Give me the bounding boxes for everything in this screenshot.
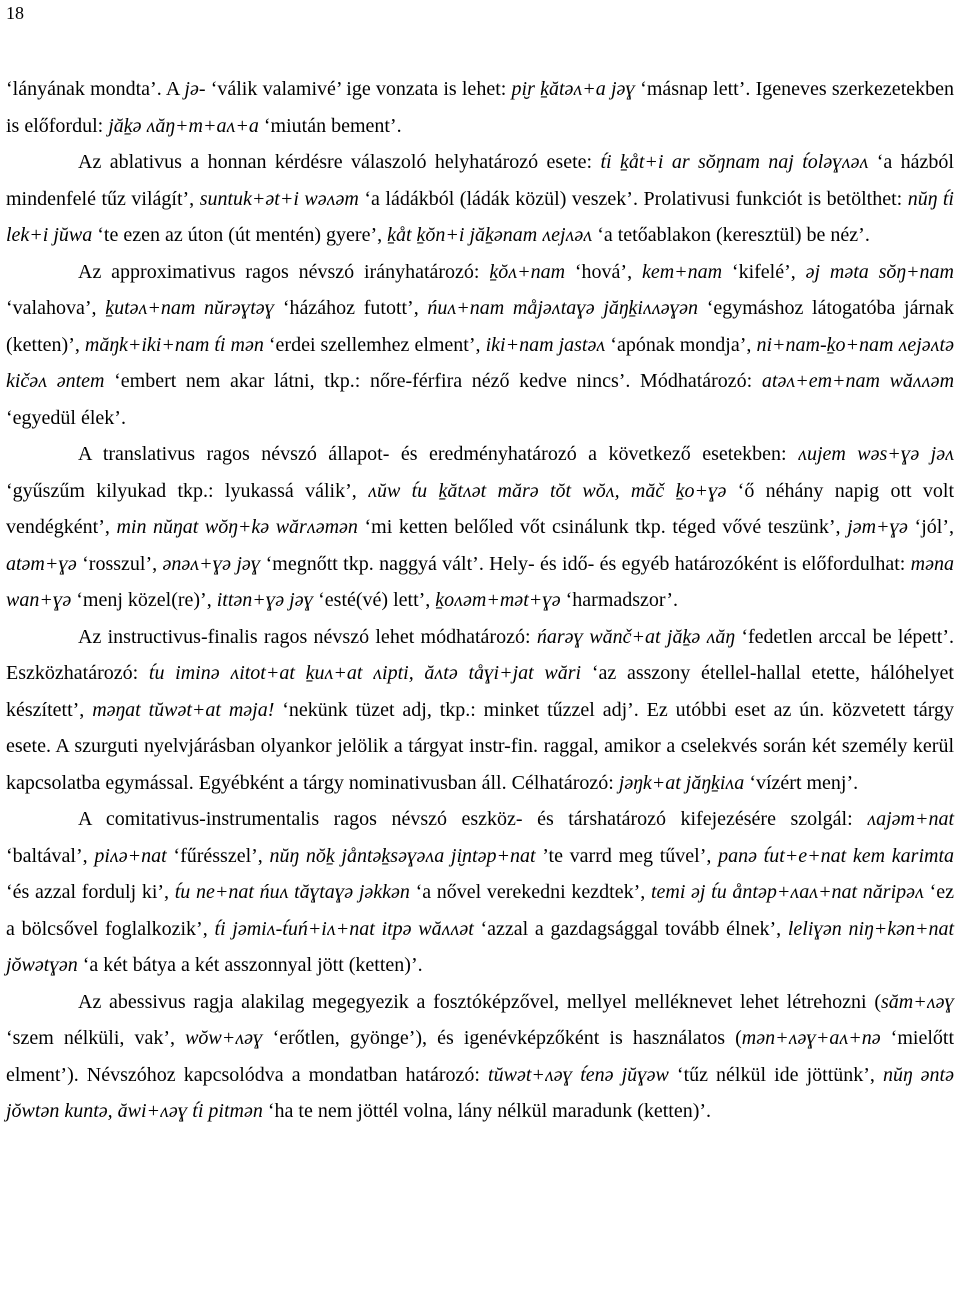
text-run: ‘ő néhány napig ott volt vendégként’, (6, 479, 954, 538)
italic-term: jăḵə ʌăŋ+m+aʌ+a (108, 114, 259, 137)
italic-term: pi̮r ḵătəʌ+a jəɣ (511, 78, 635, 100)
text-run: ‘jól’, (907, 516, 954, 538)
italic-term: əj məta sŏŋ+nam (805, 260, 954, 283)
italic-term: t́u iminə ʌitot+at ḵuʌ+at ʌipti, ăʌtə tåɣi+jat wări (148, 662, 582, 684)
italic-term: măŋk+iki+nam t́i mən (84, 333, 264, 356)
italic-term: ḵoʌəm+mət+ɣə (435, 589, 561, 611)
text-run: ‘a két bátya a két asszonnyal jött (ketten)’. (77, 954, 423, 976)
text-run: ‘menj közel(re)’, (71, 589, 217, 611)
italic-term: nŭŋ nŏḵ jåntəḵsəɣəʌa ji̮ntəp+nat (269, 844, 536, 867)
text-run: ‘másnap lett’. Igeneves szerkezetekben is előfordul: (6, 78, 954, 137)
paragraph (6, 984, 954, 1130)
paragraph (6, 71, 954, 144)
text-run: ‘vízért menj’. (744, 771, 859, 794)
text-run: Az ablativus a honnan kérdésre válaszoló helyhatározó esete: (78, 151, 601, 173)
italic-term: wŏw+ʌəɣ (185, 1027, 263, 1049)
text-run: ‘a házból mindenfelé tűz világít’, (6, 151, 954, 210)
text-run: ‘rosszul’, (76, 552, 163, 575)
text-run: ‘ez a bölcsővel foglalkozik’, (6, 881, 954, 940)
text-run: ‘fűrésszel’, (166, 844, 270, 867)
body-text (6, 71, 954, 1130)
text-run: ‘válik valamivé’ ige vonzata is lehet: (205, 78, 512, 100)
italic-term: ʌŭw t́u ḵătʌət mărə tŏt wŏʌ, măč ḵo+ɣə (368, 479, 727, 502)
italic-term: temi əj t́u åntəp+ʌaʌ+nat năripəʌ (650, 881, 924, 903)
italic-term: ńarəɣ wănč+at jăḵə ʌăŋ (536, 625, 736, 648)
text-run: ‘és azzal fordulj ki’, (6, 881, 175, 903)
italic-term: jəŋk+at jăŋḵiʌa (618, 771, 745, 794)
text-run: ‘megnőtt tkp. naggyá vált’. Hely- és idő- és egyéb határozóként is előfordulhat: (260, 552, 911, 575)
text-run: ‘apónak mondja’, (605, 333, 757, 356)
text-run: ‘miután bement’. (258, 114, 402, 137)
text-run: ‘fedetlen arccal be lépett’. Eszközhatározó: (6, 625, 955, 684)
text-run: ‘mielőtt elment’). Névszóhoz kapcsolódva a mondatban határozó: (6, 1027, 955, 1086)
page-number: 18 (6, 3, 24, 23)
italic-term: tŭwət+ʌəɣ t́enə jŭɣəw (488, 1063, 669, 1086)
italic-term: ʌujem wəs+ɣə jəʌ (798, 443, 954, 465)
italic-term: məna wan+ɣə (6, 552, 954, 611)
text-run: Az approximativus ragos névszó irányhatározó: (78, 260, 490, 283)
text-run: ‘baltával’, (6, 844, 95, 867)
paragraph (6, 254, 954, 437)
text-run: ‘te ezen az úton (út mentén) gyere’, (92, 224, 388, 246)
italic-term: ḵåt ḵŏn+i jăḵənam ʌejʌəʌ (387, 224, 593, 246)
italic-term: ḵutəʌ+nam nŭrəɣtəɣ (105, 297, 275, 319)
italic-term: ni+nam-ḵo+nam ʌejəʌtə kičəʌ əntem (6, 333, 954, 392)
text-run: ‘a ládákból (ládák közül) veszek’. Prolativusi funkciót is betölthet: (358, 187, 908, 210)
italic-term: leliɣən niŋ+kən+nat jŏwətɣən (6, 917, 955, 976)
text-run: ‘a tetőablakon (keresztül) be néz’. (592, 224, 870, 246)
text-run: ‘harmadszor’. (560, 589, 678, 611)
text-run: ‘a nővel verekedni kezdtek’, (409, 881, 651, 903)
italic-term: iki+nam jastəʌ (485, 333, 606, 356)
paragraph (6, 144, 954, 254)
text-run: A translativus ragos névszó állapot- és eredményhatározó a következő esetekben: (78, 443, 799, 465)
italic-term: kem+nam (641, 260, 723, 283)
text-run: ‘gyűszűm kilyukad tkp.: lyukassá válik’, (6, 479, 369, 502)
text-run: ‘valahova’, (6, 297, 106, 319)
text-run: Az instructivus-finalis ragos névszó lehet módhatározó: (78, 625, 537, 648)
italic-term: məŋat tŭwət+at məja! (92, 698, 275, 721)
text-run: ‘egymáshoz látogatóba járnak (ketten)’, (6, 297, 954, 356)
text-run: ‘mi ketten belőled vőt csinálunk tkp. téged vővé teszünk’, (357, 516, 848, 538)
italic-term: nŭŋ əntə jŏwtən kuntə, ăwi+ʌəɣ t́i pitmən (6, 1063, 954, 1122)
italic-term: panə t́ut+e+nat kem karimta (718, 844, 954, 867)
text-run: ‘azzal a gazdagsággal tovább élnek’, (473, 917, 788, 940)
text-run: ‘ha te nem jöttél volna, lány nélkül maradunk (ketten)’. (262, 1100, 712, 1122)
paragraph (6, 436, 954, 619)
text-run: ‘erőtlen, gyönge’), és igenévképzőként is használatos ( (262, 1027, 742, 1049)
paragraph (6, 801, 954, 984)
text-run: ‘esté(vé) lett’, (313, 589, 436, 611)
text-run: ‘tűz nélkül ide jöttünk’, (668, 1063, 883, 1086)
italic-term: mən+ʌəɣ+aʌ+nə (741, 1027, 881, 1049)
text-run: ‘embert nem akar látni, tkp.: nőre-férfira néző kedve nincs’. Módhatározó: (104, 370, 762, 392)
text-run: ‘kifelé’, (722, 260, 806, 283)
text-run: ‘egyedül élek’. (6, 406, 126, 429)
paragraph (6, 619, 954, 802)
italic-term: săm+ʌəɣ (881, 990, 954, 1013)
italic-term: atəm+ɣə (6, 552, 77, 575)
text-run: ’te varrd meg tűvel’, (535, 844, 719, 867)
text-run: A comitativus-instrumentalis ragos névszó eszköz- és társhatározó kifejezésére szolgál: (78, 808, 868, 830)
italic-term: t́u ne+nat ńuʌ tăɣtaɣə jəkkən (174, 881, 410, 903)
text-run: ‘szem nélküli, vak’, (6, 1027, 186, 1049)
text-run: ‘lányának mondta’. A (6, 78, 185, 100)
italic-term: t́i ḵåt+i ar sŏŋnam naj t́oləɣʌəʌ (600, 151, 869, 173)
italic-term: piʌə+nat (94, 844, 167, 867)
italic-term: jəm+ɣə (847, 516, 908, 538)
italic-term: suntuk+ət+i wəʌəm (199, 187, 359, 210)
italic-term: t́i jəmiʌ-t́uń+iʌ+nat itpə wăʌʌət (214, 917, 474, 940)
text-run: ‘hová’, (565, 260, 642, 283)
italic-term: jə- (184, 78, 206, 100)
italic-term: min nŭŋat wŏŋ+kə wărʌəmən (116, 516, 358, 538)
italic-term: ənəʌ+ɣə jəɣ (162, 552, 261, 575)
italic-term: ittən+ɣə jəɣ (216, 589, 314, 611)
italic-term: ḵŏʌ+nam (489, 260, 566, 283)
text-run: ‘nekünk tüzet adj, tkp.: minket tűzzel adj’. Ez utóbbi eset az ún. közvetett tárgy esete. A szurguti nyelvjárásban olyankor jelölik a tárgyat instr-fin. raggal, amikor a cselekvés során két személy kerül kapcsolatba egymással. Egyébként a tárgy nominativusban áll. Célhatározó: (6, 698, 954, 794)
text-run: ‘az asszony étellel-hallal etette, hálóhelyet készített’, (6, 662, 954, 721)
text-run: ‘házához futott’, (274, 297, 428, 319)
text-run: Az abessivus ragja alakilag megegyezik a fosztóképzővel, mellyel melléknevet lehet létrehozni ( (78, 990, 881, 1013)
italic-term: ńuʌ+nam måjəʌtaɣə jăŋḵiʌʌəɣən (427, 297, 698, 319)
italic-term: atəʌ+em+nam wăʌʌəm (761, 370, 955, 392)
text-run: ‘erdei szellemhez elment’, (263, 333, 486, 356)
italic-term: ʌajəm+nat (867, 808, 954, 830)
italic-term: nŭŋ t́i lek+i jŭwa (6, 187, 954, 246)
